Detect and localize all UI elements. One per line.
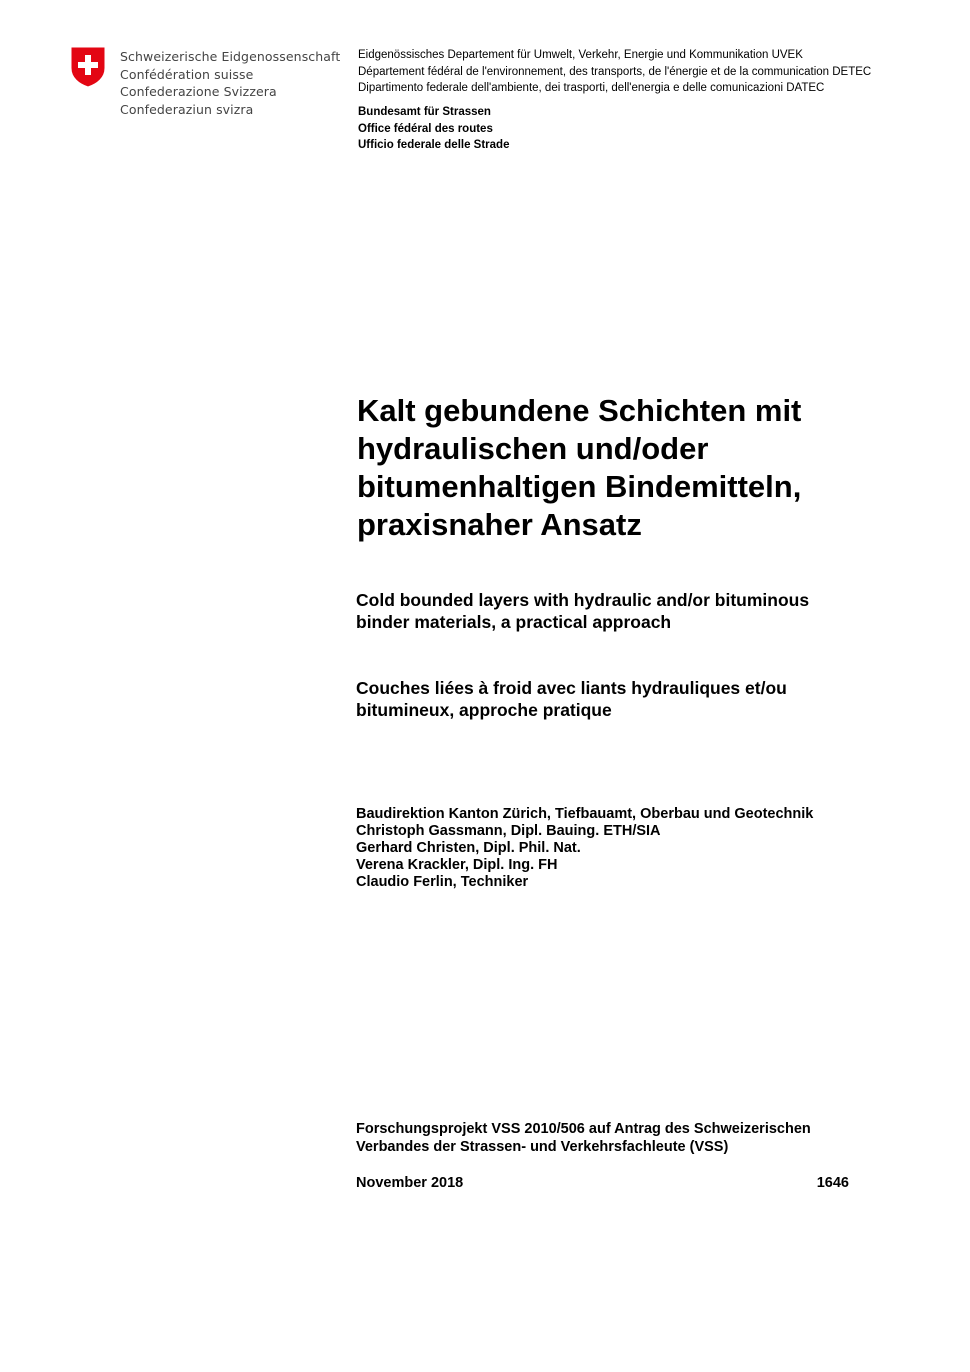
title-line: praxisnaher Ansatz [357,507,642,542]
author-institution: Baudirektion Kanton Zürich, Tiefbauamt, Oberbau und Geotechnik [356,806,814,822]
confederation-names [120,48,340,118]
confederation-name-it: Confederazione Svizzera [120,84,277,99]
title-line: Kalt gebundene Schichten mit [357,393,802,428]
subtitle-line: Cold bounded layers with hydraulic and/or bituminous [356,590,810,610]
department-line-it: Dipartimento federale dell'ambiente, dei trasporti, dell'energia e delle comunicazioni DATEC [358,82,825,94]
title-line: hydraulischen und/oder [357,431,709,466]
report-number: 1646 [816,1175,849,1191]
office-line-fr: Office fédéral des routes [358,122,493,135]
subtitle-line: binder materials, a practical approach [356,611,672,632]
publication-date: November 2018 [356,1175,464,1191]
office-line-de: Bundesamt für Strassen [358,106,491,118]
confederation-name-fr: Confédération suisse [120,66,254,82]
author-line: Christoph Gassmann, Dipl. Bauing. ETH/SIA [356,823,661,839]
authors-block [356,806,813,891]
swiss-coat-of-arms-icon [70,46,106,88]
author-line: Claudio Ferlin, Techniker [356,874,529,890]
project-line: Verbandes der Strassen- und Verkehrsfachleute (VSS) [356,1138,729,1155]
project-info [356,1121,811,1156]
subtitle-french [356,678,916,721]
report-title [357,392,917,544]
office-line-it: Ufficio federale delle Strade [358,139,510,152]
project-line: Forschungsprojekt VSS 2010/506 auf Antrag des Schweizerischen [356,1121,811,1137]
subtitle-line: Couches liées à froid avec liants hydrauliques et/ou [356,678,787,698]
department-line-fr: Département fédéral de l'environnement, des transports, de l'énergie et de la communication DETEC [358,65,872,78]
author-line: Gerhard Christen, Dipl. Phil. Nat. [356,840,581,856]
subtitle-line: bitumineux, approche pratique [356,699,612,720]
department-line-de: Eidgenössisches Departement für Umwelt, Verkehr, Energie und Kommunikation UVEK [358,49,803,61]
department-block [358,47,871,97]
author-line: Verena Krackler, Dipl. Ing. FH [356,857,558,873]
confederation-name-de: Schweizerische Eidgenossenschaft [120,49,341,64]
title-line: bitumenhaltigen Bindemitteln, [357,469,802,504]
subtitle-english [356,590,916,633]
confederation-name-rm: Confederaziun svizra [120,101,254,117]
office-block [358,104,509,154]
